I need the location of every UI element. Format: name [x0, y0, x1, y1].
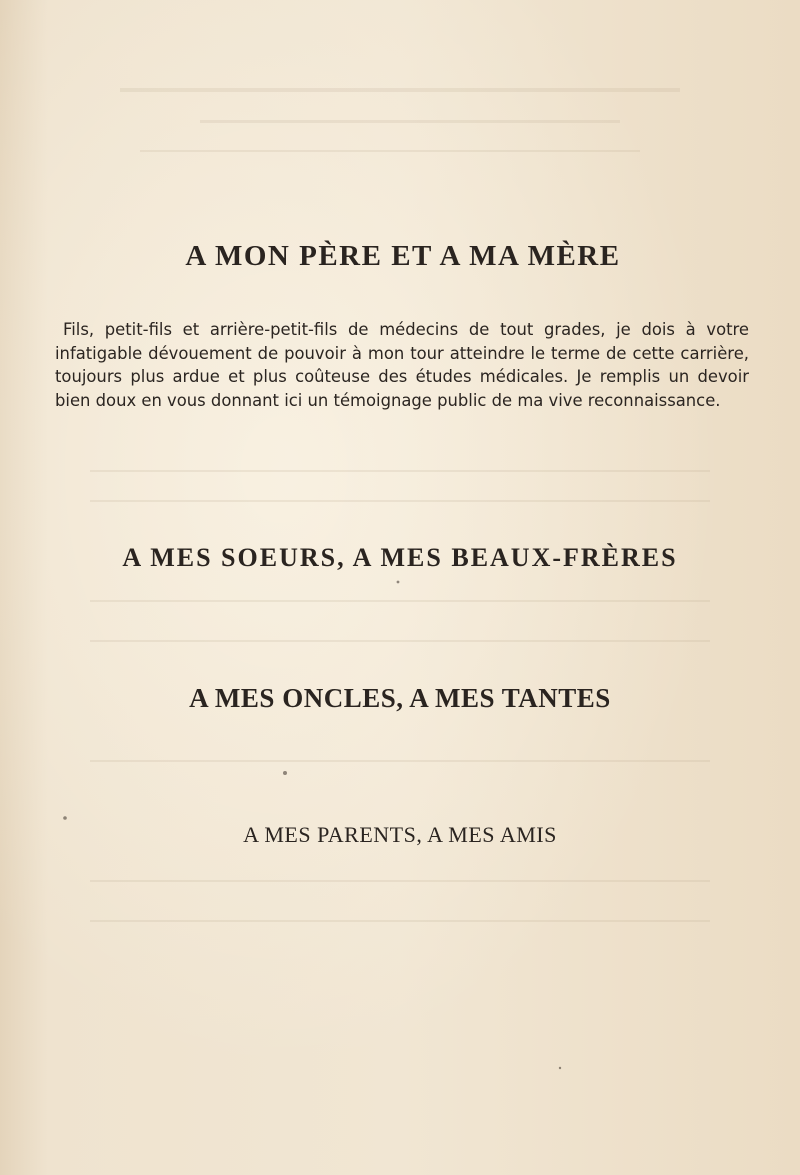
dedication-heading-relatives: A MES ONCLES, A MES TANTES	[189, 683, 611, 713]
dedication-paragraph-text: Fils, petit-fils et arrière-petit-fils de médecins de tout grades, je dois à votre infatigable dévouement de pouvoir à mon tour atteindre le terme de cette carrière, toujours plus ardue et plus coûteuse des études médicales. Je remplis un devoir bien doux en vous donnant ici un témoignage public de ma vive reconnaissance.	[55, 320, 749, 410]
dedication-heading-friends: A MES PARENTS, A MES AMIS	[243, 822, 557, 847]
dedication-heading-siblings: A MES SOEURS, A MES BEAUX-FRÈRES	[122, 543, 678, 572]
dedication-heading-parents: A MON PÈRE ET A MA MÈRE	[185, 240, 621, 272]
dedication-paragraph-parents	[55, 318, 749, 412]
